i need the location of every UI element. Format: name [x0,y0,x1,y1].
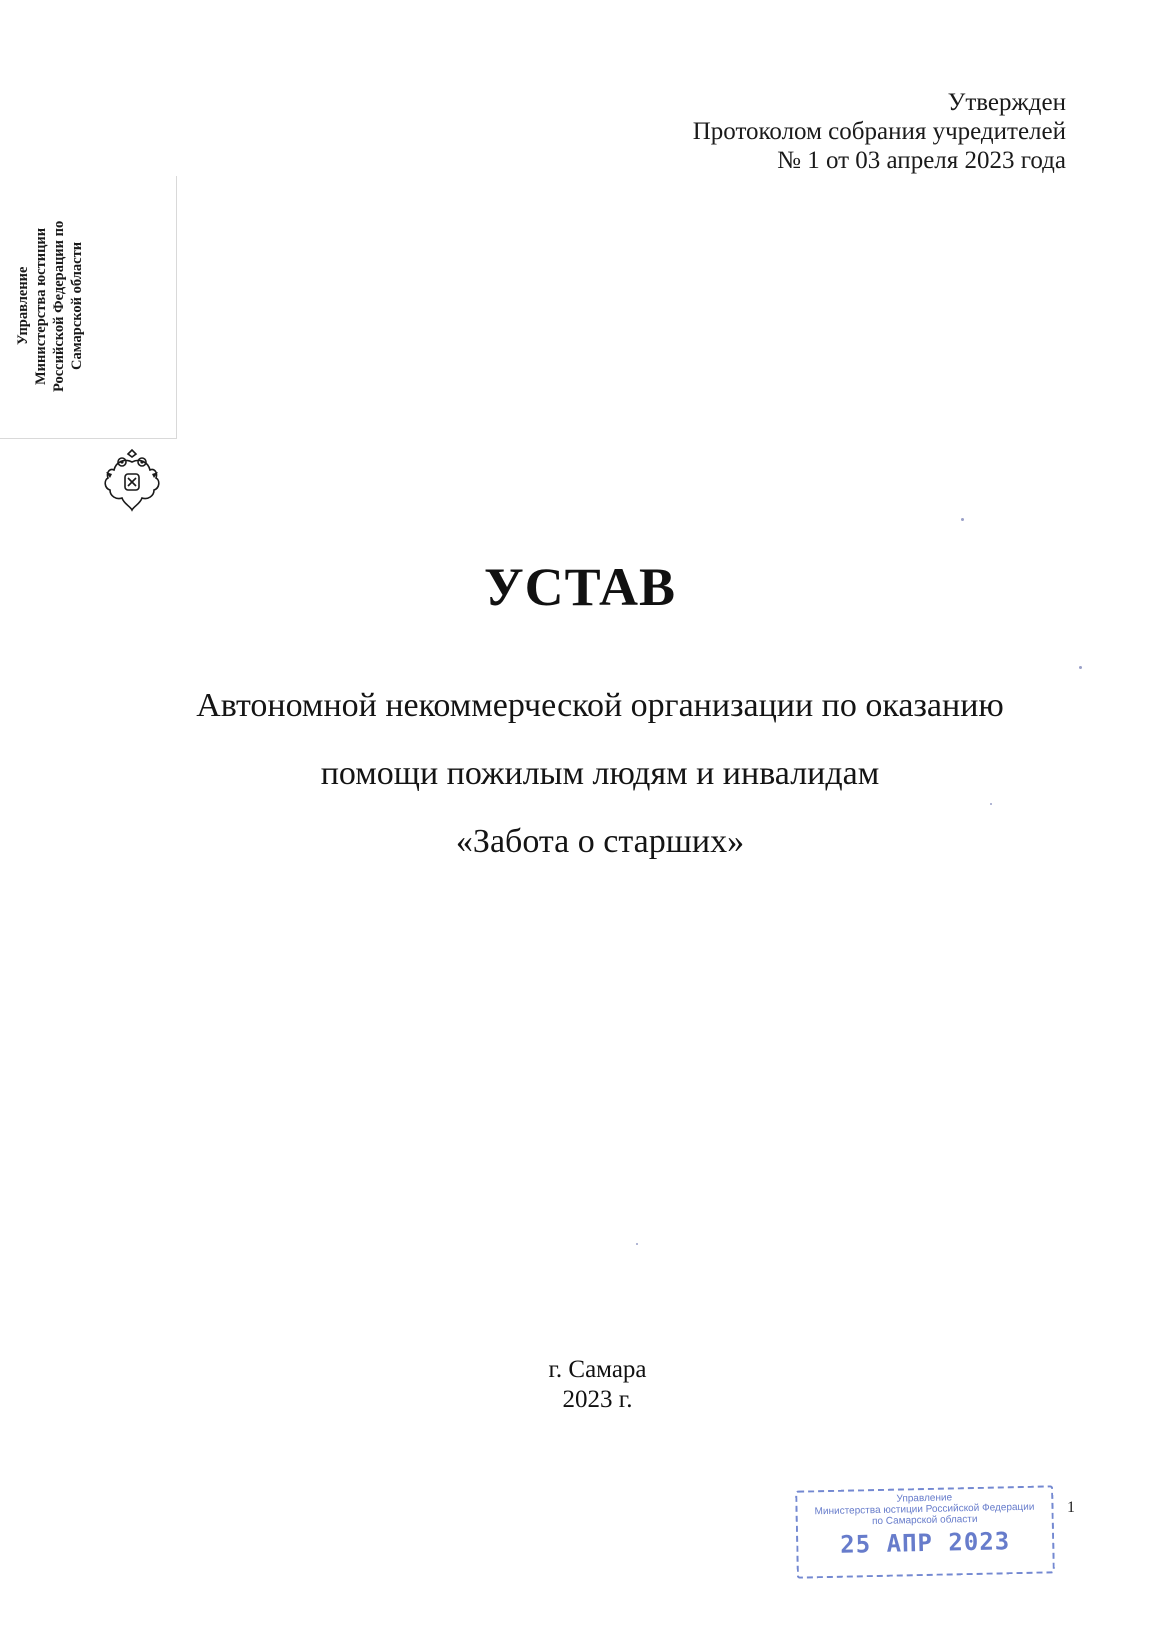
ministry-label-stamp [0,176,177,439]
ministry-label-line-3: Российской Федерации по [51,220,67,392]
approval-line-number-date: № 1 от 03 апреля 2023 года [777,147,1066,174]
approval-block [546,88,1066,175]
organization-name-line-2: помощи пожилым людям и инвалидам [320,755,880,792]
approval-line-approved: Утвержден [947,89,1066,116]
registration-stamp [795,1485,1055,1578]
document-title: УСТАВ [484,557,676,617]
year: 2023 г. [562,1386,633,1413]
ministry-label-line-4: Самарской области [69,241,85,371]
organization-name [0,672,1160,876]
scan-speck [1079,666,1082,669]
registration-stamp-date: 25 АПР 2023 [839,1527,1011,1559]
scan-speck [961,518,964,521]
registration-stamp-line-1: Управление [896,1492,953,1505]
organization-name-line-3: «Забота о старших» [455,823,745,860]
organization-name-line-1: Автономной некоммерческой организации по оказанию [196,687,1004,724]
ministry-label-text [14,202,94,410]
place-and-year [0,1355,1160,1415]
page-number: 1 [1067,1499,1075,1516]
city: г. Самара [548,1356,647,1383]
registration-stamp-line-3: по Самарской области [871,1513,978,1528]
approval-line-protocol: Протоколом собрания учредителей [692,118,1066,145]
ministry-label-line-1: Управление [15,266,31,346]
ministry-label-line-2: Министерства юстиции [33,227,49,385]
scan-speck [636,1243,638,1245]
double-headed-eagle-emblem-icon [98,448,166,514]
registration-stamp-line-2: Министерства юстиции Российской Федерации [814,1501,1035,1518]
scan-speck [990,803,992,805]
